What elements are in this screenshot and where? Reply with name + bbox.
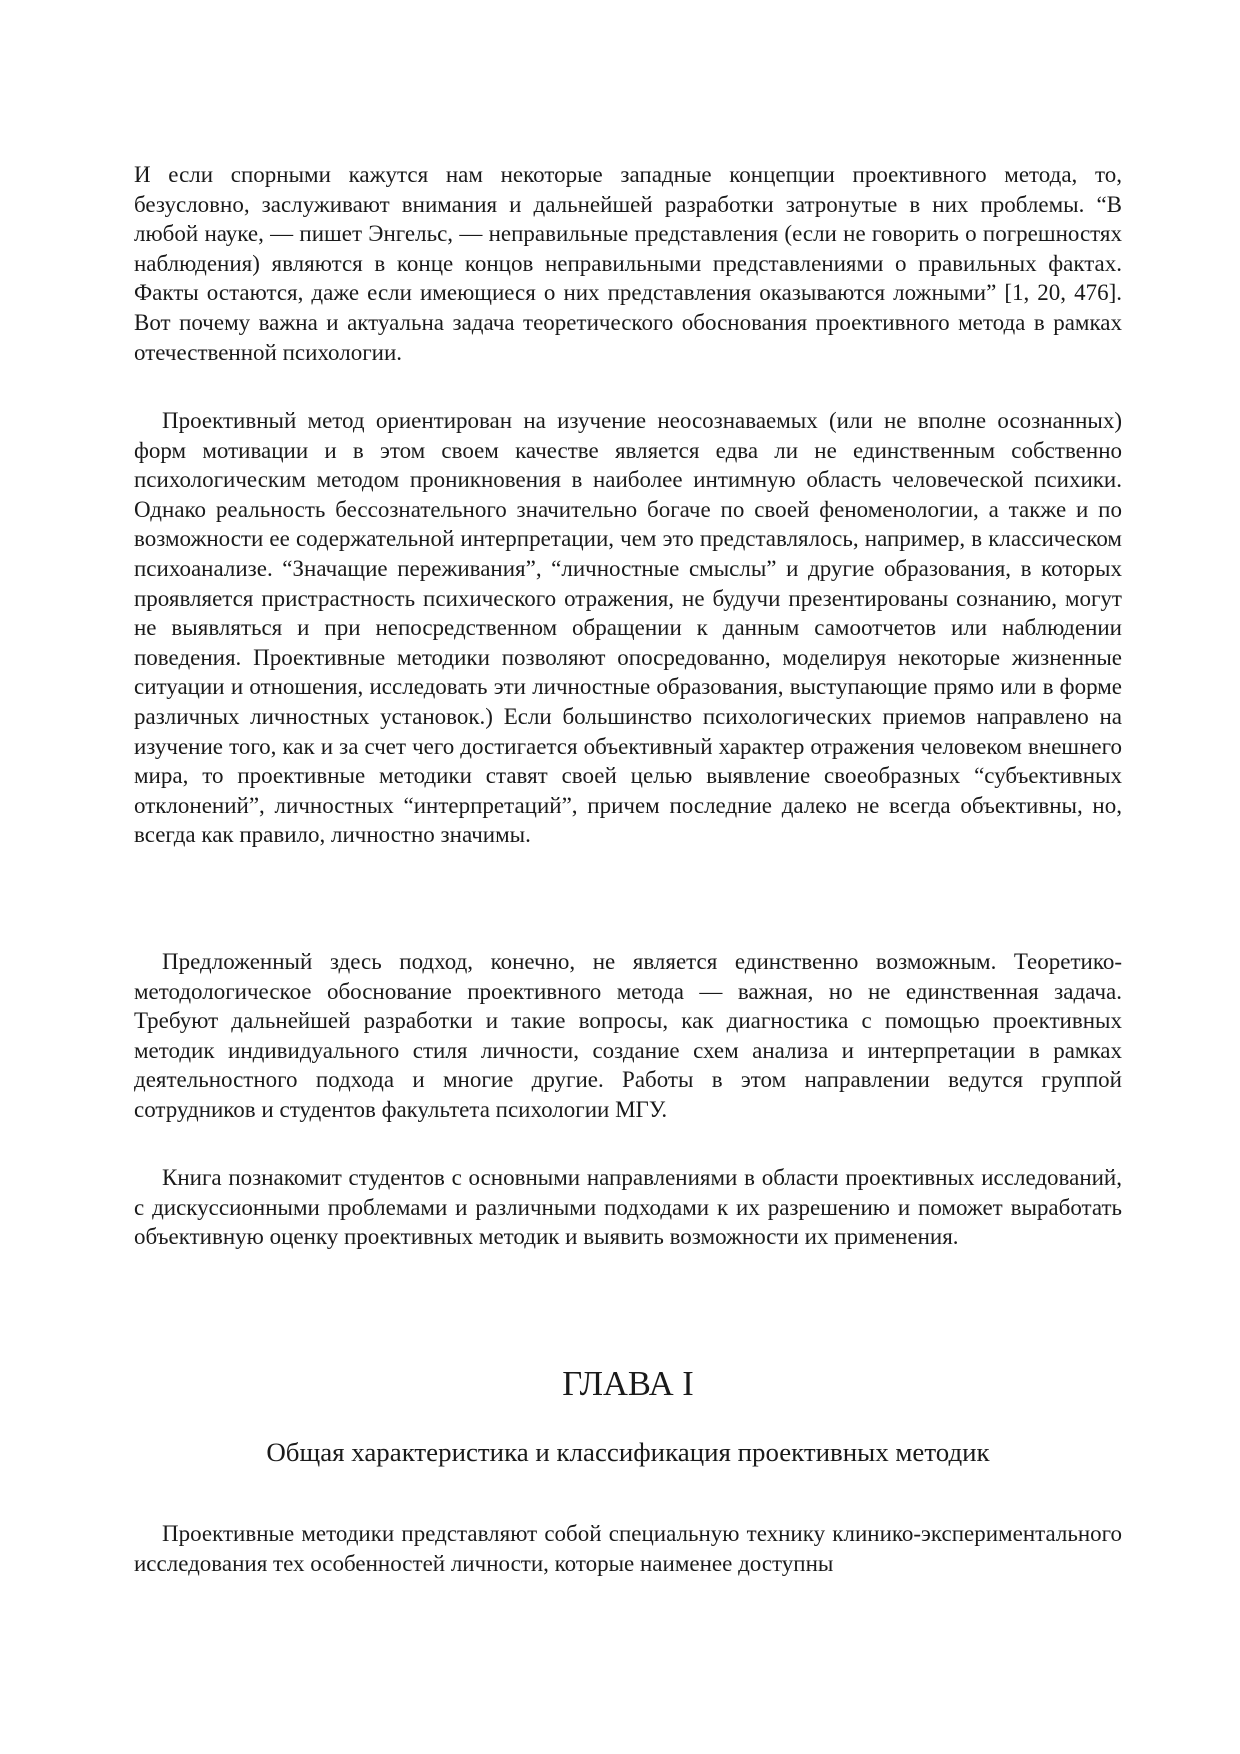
- paragraph-western-concepts: И если спорными кажутся нам некоторые западные концепции проективного метода, то, безусловно, заслуживают внимания и дальнейшей разработки затронутые в них проблемы. “В любой науке, — пишет Энгельс, — неправильные представления (если не говорить о погрешностях наблюдения) являются в конце концов неправильными представлениями о правильных фактах. Факты остаются, даже если имеющиеся о них представления оказываются ложными” [1, 20, 476]. Вот почему важна и актуальна задача теоретического обоснования проективного метода в рамках отечественной психологии.: [134, 162, 1122, 365]
- paragraph-projective-method-unconscious: Проективный метод ориентирован на изучение неосознаваемых (или не вполне осознанных) форм мотивации и в этом своем качестве является едва ли не единственным собственно психологическим методом проникновения в наиболее интимную область человеческой психики. Однако реальность бессознательного значительно богаче по своей феноменологии, а также и по возможности ее содержательной интерпретации, чем это представлялось, например, в классическом психоанализе. “Значащие переживания”, “личностные смыслы” и другие образования, в которых проявляется пристрастность психического отражения, не будучи презентированы сознанию, могут не выявляться и при непосредственном обращении к данным самоотчетов или наблюдении поведения. Проективные методики позволяют опосредованно, моделируя некоторые жизненные ситуации и отношения, исследовать эти личностные образования, выступающие прямо или в форме различных личностных установок.) Если большинство психологических приемов направлено на изучение того, как и за счет чего достигается объективный характер отражения человеком внешнего мира, то проективные методики ставят своей целью выявление своеобразных “субъективных отклонений”, личностных “интерпретаций”, причем последние далеко не всегда объективны, но, всегда как правило, личностно значимы.: [134, 408, 1122, 848]
- chapter-heading: ГЛАВА I: [562, 1365, 694, 1403]
- chapter-title: Общая характеристика и классификация проективных методик: [266, 1437, 990, 1467]
- paragraph-book-purpose: Книга познакомит студентов с основными направлениями в области проективных исследований, с дискуссионными проблемами и различными подходами к их разрешению и поможет выработать объективную оценку проективных методик и выявить возможности их применения.: [134, 1165, 1122, 1250]
- paragraph-chapter-intro: Проективные методики представляют собой специальную технику клинико-экспериментального исследования тех особенностей личности, которые наименее доступны: [134, 1521, 1122, 1576]
- paragraph-proposed-approach: Предложенный здесь подход, конечно, не является единственно возможным. Теоретико-методологическое обоснование проективного метода — важная, но не единственная задача. Требуют дальнейшей разработки и такие вопросы, как диагностика с помощью проективных методик индивидуального стиля личности, создание схем анализа и интерпретации в рамках деятельностного подхода и многие другие. Работы в этом направлении ведутся группой сотрудников и студентов факультета психологии МГУ.: [134, 949, 1122, 1122]
